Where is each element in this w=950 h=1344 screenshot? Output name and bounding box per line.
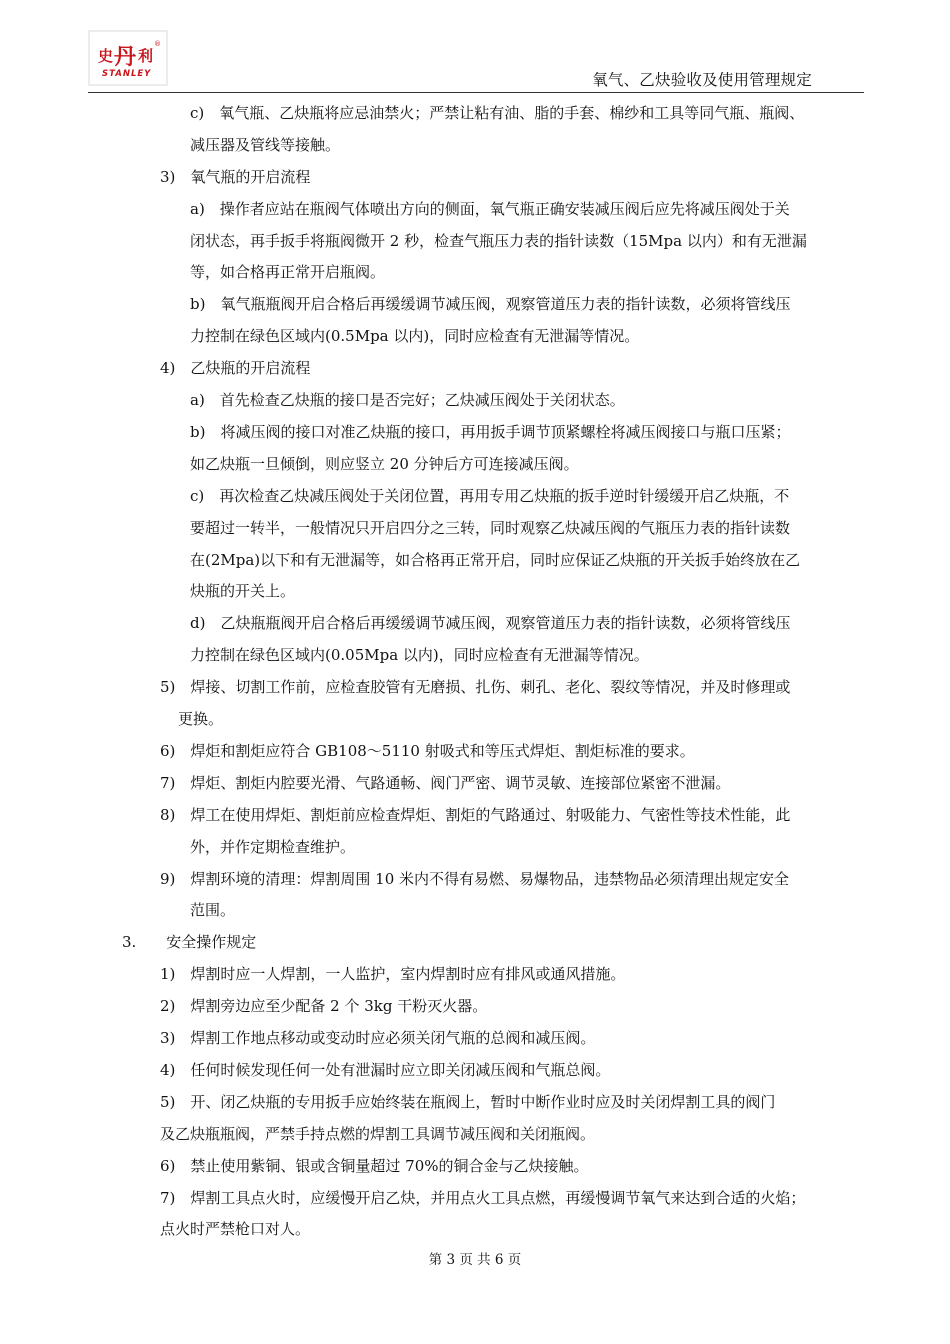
text-line: 炔瓶的开关上。 — [190, 582, 296, 600]
text-line: c) 氧气瓶、乙炔瓶将应忌油禁火；严禁让粘有油、脂的手套、棉纱和工具等同气瓶、瓶阀、 — [190, 104, 805, 122]
svg-text:丹: 丹 — [114, 44, 137, 70]
text-line: b) 氧气瓶瓶阀开启合格后再缓缓调节减压阀，观察管道压力表的指针读数，必须将管线压 — [190, 295, 791, 313]
text-line: 1) 焊割时应一人焊割，一人监护，室内焊割时应有排风或通风措施。 — [160, 965, 626, 983]
header-rule — [88, 92, 864, 93]
text-line: 闭状态，再手扳手将瓶阀微开 2 秒，检查气瓶压力表的指针读数（15Mpa 以内）和有无泄漏 — [190, 232, 807, 250]
text-line: 6) 焊炬和割炬应符合 GB108～5110 射吸式和等压式焊炬、割炬标准的要求。 — [160, 742, 695, 760]
text-line: 更换。 — [178, 710, 224, 728]
text-line: 3) 氧气瓶的开启流程 — [160, 168, 311, 186]
text-line: 在(2Mpa)以下和有无泄漏等，如合格再正常开启，同时应保证乙炔瓶的开关扳手始终放在乙 — [190, 551, 801, 569]
text-line: 范围。 — [190, 901, 236, 919]
stanley-logo-icon — [88, 30, 168, 86]
text-line: 5) 开、闭乙炔瓶的专用扳手应始终装在瓶阀上，暂时中断作业时应及时关闭焊割工具的阀门 — [160, 1093, 776, 1111]
text-line: 2) 焊割旁边应至少配备 2 个 3kg 干粉灭火器。 — [160, 997, 488, 1015]
text-line: 要超过一转半，一般情况只开启四分之三转，同时观察乙炔减压阀的气瓶压力表的指针读数 — [190, 519, 791, 537]
company-logo — [88, 30, 168, 86]
text-line: 7) 焊割工具点火时，应缓慢开启乙炔，并用点火工具点燃，再缓慢调节氧气来达到合适的火焰； — [160, 1189, 806, 1207]
text-line: a) 首先检查乙炔瓶的接口是否完好；乙炔减压阀处于关闭状态。 — [190, 391, 625, 409]
text-line: 7) 焊炬、割炬内腔要光滑、气路通畅、阀门严密、调节灵敏、连接部位紧密不泄漏。 — [160, 774, 731, 792]
page-number: 第 3 页 共 6 页 — [428, 1252, 522, 1268]
text-line: 6) 禁止使用紫铜、银或含铜量超过 70%的铜合金与乙炔接触。 — [160, 1157, 589, 1175]
section-heading: 3. 安全操作规定 — [122, 933, 257, 951]
text-line: 点火时严禁枪口对人。 — [160, 1220, 311, 1238]
text-line: 及乙炔瓶瓶阀，严禁手持点燃的焊割工具调节减压阀和关闭瓶阀。 — [160, 1125, 596, 1143]
text-line: b) 将减压阀的接口对准乙炔瓶的接口，再用扳手调节顶紧螺栓将减压阀接口与瓶口压紧； — [190, 423, 791, 441]
text-line: d) 乙炔瓶瓶阀开启合格后再缓缓调节减压阀，观察管道压力表的指针读数，必须将管线压 — [190, 614, 791, 632]
text-line: c) 再次检查乙炔减压阀处于关闭位置，再用专用乙炔瓶的扳手逆时针缓缓开启乙炔瓶，不 — [190, 487, 790, 505]
text-line: 8) 焊工在使用焊炬、割炬前应检查焊炬、割炬的气路通过、射吸能力、气密性等技术性能，此 — [160, 806, 791, 824]
text-line: 外，并作定期检查维护。 — [190, 838, 356, 856]
text-line: 如乙炔瓶一旦倾倒，则应竖立 20 分钟后方可连接减压阀。 — [190, 455, 579, 473]
svg-text:利: 利 — [138, 47, 154, 65]
svg-text:®: ® — [154, 40, 161, 48]
text-line: 3) 焊割工作地点移动或变动时应必须关闭气瓶的总阀和减压阀。 — [160, 1029, 596, 1047]
text-line: a) 操作者应站在瓶阀气体喷出方向的侧面，氧气瓶正确安装减压阀后应先将减压阀处于关 — [190, 200, 790, 218]
text-line: 力控制在绿色区域内(0.5Mpa 以内)，同时应检查有无泄漏等情况。 — [190, 327, 640, 345]
text-line: 力控制在绿色区域内(0.05Mpa 以内)，同时应检查有无泄漏等情况。 — [190, 646, 649, 664]
text-line: 4) 任何时候发现任何一处有泄漏时应立即关闭减压阀和气瓶总阀。 — [160, 1061, 611, 1079]
text-line: 5) 焊接、切割工作前，应检查胶管有无磨损、扎伤、刺孔、老化、裂纹等情况，并及时修理或 — [160, 678, 791, 696]
svg-text:STANLEY: STANLEY — [102, 69, 152, 79]
text-line: 4) 乙炔瓶的开启流程 — [160, 359, 311, 377]
document-title: 氧气、乙炔验收及使用管理规定 — [592, 71, 812, 89]
svg-text:史: 史 — [98, 47, 114, 65]
text-line: 减压器及管线等接触。 — [190, 136, 341, 154]
text-line: 9) 焊割环境的清理：焊割周围 10 米内不得有易燃、易爆物品，违禁物品必须清理出规定安全 — [160, 870, 790, 888]
text-line: 等，如合格再正常开启瓶阀。 — [190, 263, 386, 281]
